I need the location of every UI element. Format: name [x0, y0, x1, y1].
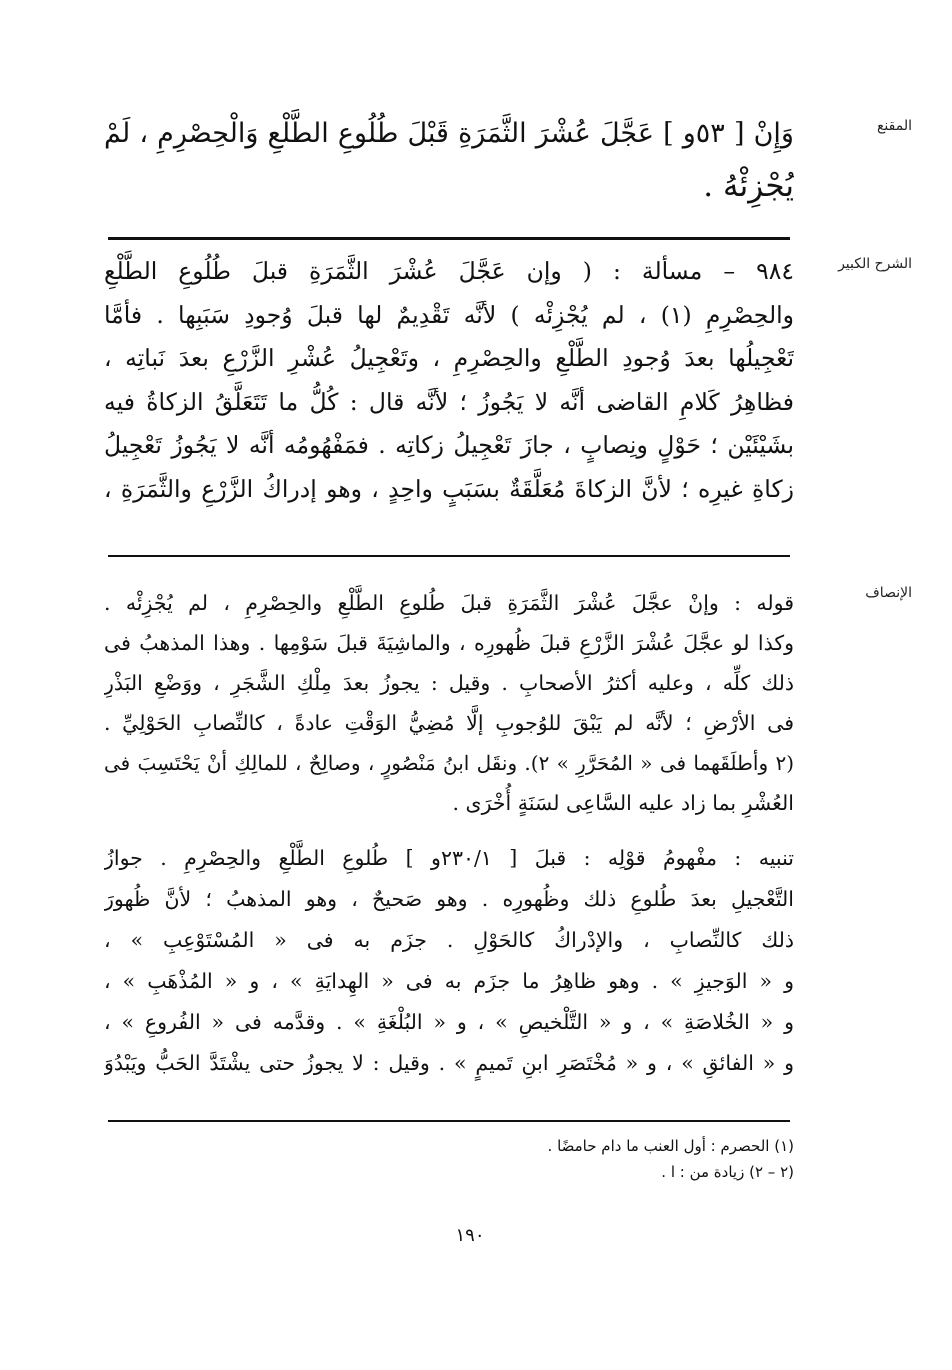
tanbih-text-block — [104, 838, 794, 1084]
insaf-text-block — [104, 583, 794, 823]
text-line: (٢ وأطلَقَهما فى « المُحَرَّرِ » ٢). ونقَل ابنُ مَنْصُورٍ ، وصالِحٌ ، للمالِكِ أنْ يَحْتَسِبَ فى — [104, 751, 794, 775]
section-label-sharh: الشرح الكبير — [838, 256, 912, 272]
text-line: و « الفائقِ » ، و « مُخْتَصَرِ ابنِ تَميمٍ » . وقيل : لا يجوزُ حتى يشْتَدَّ الحَبُّ ويَبْدُوَ — [104, 1051, 794, 1075]
footnote-divider — [108, 1120, 790, 1122]
page-number: ١٩٠ — [455, 1225, 485, 1246]
text-line: العُشْرِ بما زاد عليه السَّاعِى لسَنَةٍ أُخْرَى . — [452, 791, 794, 815]
text-line: ٩٨٤ – مسألة : ( وإن عَجَّلَ عُشْرَ الثَّمَرَةِ قبلَ طُلُوعِ الطَّلْعِ — [104, 257, 794, 285]
section-label-insaf: الإنصاف — [865, 585, 912, 601]
muqni-text-block — [104, 108, 794, 212]
text-line: زكاةِ غيرِه ؛ لأنَّ الزكاةَ مُعَلَّقَةٌ بسَبَبٍ واحِدٍ ، وهو إدراكُ الزَّرْعِ والثَّمَرَةِ ، — [104, 474, 794, 503]
footnote: (١) الحصرم : أول العنب ما دام حامضًا . — [547, 1137, 794, 1155]
section-divider — [108, 237, 790, 240]
text-line: بشَيْئَيْن ؛ حَوْلٍ ونِصابٍ ، جازَ تَعْجِيلُ زكاتِه . فمَفْهُومُه أنَّه لا يَجُوزُ تَعْجِيلُ — [104, 431, 794, 459]
text-line: ذلك كلِّه ، وعليه أكثرُ الأصحابِ . وقيل : يجوزُ بعدَ مِلْكِ الشَّجَرِ ، ووَضْعِ البَذْرِ — [104, 671, 794, 695]
text-line: تَعْجِيلُها بعدَ وُجودِ الطَّلْعِ والحِصْرِمِ ، وتَعْجِيلُ عُشْرِ الزَّرْعِ بعدَ نَباتِه ، — [104, 344, 794, 372]
text-line: قوله : وإنْ عجَّلَ عُشْرَ الثَّمَرَةِ قبلَ طُلوعِ الطَّلْعِ والحِصْرِمِ ، لم يُجْزِئْه . — [104, 591, 794, 615]
footnote: (٢ – ٢) زيادة من : ا . — [661, 1163, 794, 1181]
text-line: تنبيه : مفْهومُ قوْلِه : قبلَ [ ٢٣٠/١و ] طُلوعِ الطَّلْعِ والحِصْرِمِ . جوازُ — [104, 846, 794, 870]
text-line: والحِصْرِمِ (١) ، لم يُجْزِئْه ) لأنَّه تَقْدِيمٌ لها قبلَ وُجودِ سَبَبِها . فأمَّا — [104, 300, 794, 329]
text-line: فى الأرْضِ ؛ لأنَّه لم يَبْقَ للوُجوبِ إلَّا مُضِيُّ الوَقْتِ عادةً ، كالنِّصابِ الحَوْلِيِّ . — [104, 711, 794, 735]
text-line: يُجْزِئْهُ . — [703, 168, 794, 204]
section-divider — [108, 555, 790, 557]
text-line: و « الوَجيزِ » . وهو ظاهِرُ ما جزَم به فى « الهِدايَةِ » ، و « المُذْهَبِ » ، — [104, 969, 794, 993]
text-line: وَإِنْ [ ٥٣و ] عَجَّلَ عُشْرَ الثَّمَرَةِ قَبْلَ طُلُوعِ الطَّلْعِ وَالْحِصْرِمِ ، لَمْ — [104, 118, 794, 149]
text-line: ذلك كالنِّصابِ ، والإدْراكُ كالحَوْلِ . جزَم به فى « المُسْتَوْعِبِ » ، — [104, 928, 794, 952]
sharh-text-block — [104, 250, 794, 511]
section-label-muqni: المقنع — [876, 118, 912, 134]
text-line: التَّعْجيلِ بعدَ طُلوعِ ذلك وظُهورِه . وهو صَحيحٌ ، وهو المذهبُ ؛ لأنَّ ظُهورَ — [104, 887, 794, 911]
text-line: فظاهِرُ كَلامِ القاضى أنَّه لا يَجُوزُ ؛ لأنَّه قال : كُلُّ ما تَتَعَلَّقُ الزكاةُ فيه — [104, 387, 794, 416]
text-line: و « الخُلاصَةِ » ، و « التَّلْخيصِ » ، و « البُلْغَةِ » . وقدَّمه فى « الفُروعِ » ، — [104, 1010, 794, 1034]
text-line: وكذا لو عجَّلَ عُشْرَ الزَّرْعِ قبلَ ظُهورِه ، والماشِيَةَ قبلَ سَوْمِها . وهذا المذهبُ فى — [104, 631, 794, 655]
footnotes — [104, 1133, 794, 1185]
